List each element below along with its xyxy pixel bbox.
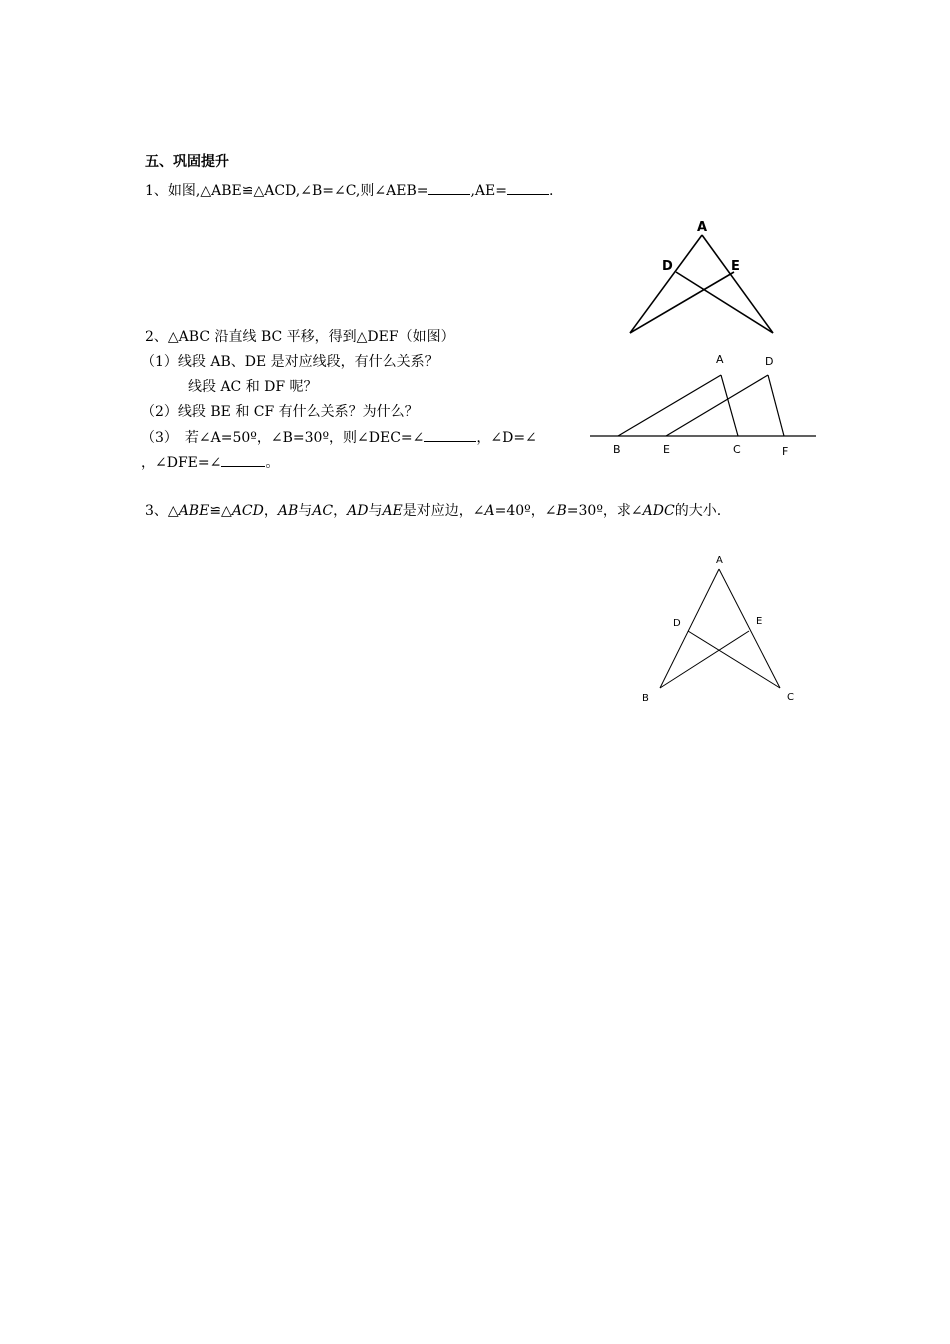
q3-part: ABE [178, 503, 210, 519]
fig1-segment-be [630, 272, 734, 333]
q3-part: AB [277, 503, 299, 519]
fig1-segment-cd [676, 272, 773, 333]
fig3-segment-cd [688, 631, 780, 688]
fig2-segment-ab [618, 375, 721, 436]
q3-part: AE [382, 503, 403, 519]
question-1 [145, 180, 553, 201]
q3-part: B [556, 503, 567, 519]
q1-mid: ,AE= [470, 183, 507, 199]
q2-line-5 [141, 427, 537, 448]
fig3-segment-be [660, 631, 749, 688]
q1-text: 1、如图,△ABE≌△ACD,∠B=∠C,则∠AEB= [145, 183, 429, 199]
q3-part: ADC [642, 503, 675, 519]
fig3-side-ab [660, 569, 719, 688]
q2-line-4: （2）线段 BE 和 CF 有什么关系？为什么？ [141, 404, 419, 420]
q2-blank-dfe[interactable] [221, 452, 265, 467]
q3-part: ， [333, 503, 348, 519]
q2-line5-b: ，∠D=∠ [476, 430, 537, 446]
fig2-label-e: E [663, 443, 670, 456]
fig2-segment-ac [721, 375, 738, 436]
fig3-label-c: C [787, 692, 794, 703]
q2-line-6 [141, 452, 279, 473]
question-3 [145, 501, 721, 521]
fig2-label-a: A [716, 353, 724, 366]
section-title: 五、巩固提升 [145, 154, 229, 170]
q3-part: 与 [298, 503, 313, 519]
q3-part: 与 [368, 503, 383, 519]
fig2-label-f: F [782, 445, 789, 458]
fig1-label-a: A [697, 220, 708, 235]
q3-part: 的大小. [674, 503, 722, 519]
fig3-label-e: E [756, 616, 763, 627]
q1-end: . [548, 183, 554, 199]
q2-line-3: 线段 AC 和 DF 呢？ [188, 379, 318, 395]
q3-part: ≌△ [209, 503, 232, 519]
fig1-side-ab [630, 235, 702, 333]
q2-line6-a: ，∠DFE=∠ [141, 455, 222, 471]
figure-1 [620, 215, 790, 345]
q3-part: =40º，∠ [494, 503, 557, 519]
q3-part: 3、△ [145, 503, 179, 519]
fig3-label-d: D [673, 618, 681, 629]
fig2-label-d: D [765, 355, 774, 368]
figure-3 [630, 545, 805, 710]
q1-blank-ae[interactable] [507, 180, 549, 195]
q3-part: A [484, 503, 495, 519]
q2-line-2: （1）线段 AB、DE 是对应线段，有什么关系？ [141, 354, 439, 370]
fig1-label-e: E [731, 259, 740, 274]
q3-part: ACD [231, 503, 264, 519]
figure-2 [585, 350, 820, 460]
q3-part: AD [347, 503, 369, 519]
q3-part: 是对应边，∠ [402, 503, 485, 519]
fig2-label-b: B [613, 443, 621, 456]
q3-part: =30º，求∠ [566, 503, 643, 519]
q2-line5-a: （3） 若∠A=50º，∠B=30º，则∠DEC=∠ [141, 430, 425, 446]
fig2-segment-df [768, 375, 784, 436]
fig1-label-d: D [662, 259, 673, 274]
fig3-label-b: B [642, 693, 649, 704]
q2-line6-b: 。 [265, 455, 280, 471]
fig2-label-c: C [733, 443, 741, 456]
q1-blank-aeb[interactable] [428, 180, 470, 195]
q2-line-1: 2、△ABC 沿直线 BC 平移，得到△DEF（如图） [145, 329, 455, 345]
fig3-label-a: A [716, 555, 723, 566]
fig3-side-ac [719, 569, 780, 688]
fig2-segment-de [666, 375, 768, 436]
q3-part: AC [312, 503, 334, 519]
q3-part: ， [263, 503, 278, 519]
q2-blank-dec[interactable] [424, 427, 476, 442]
